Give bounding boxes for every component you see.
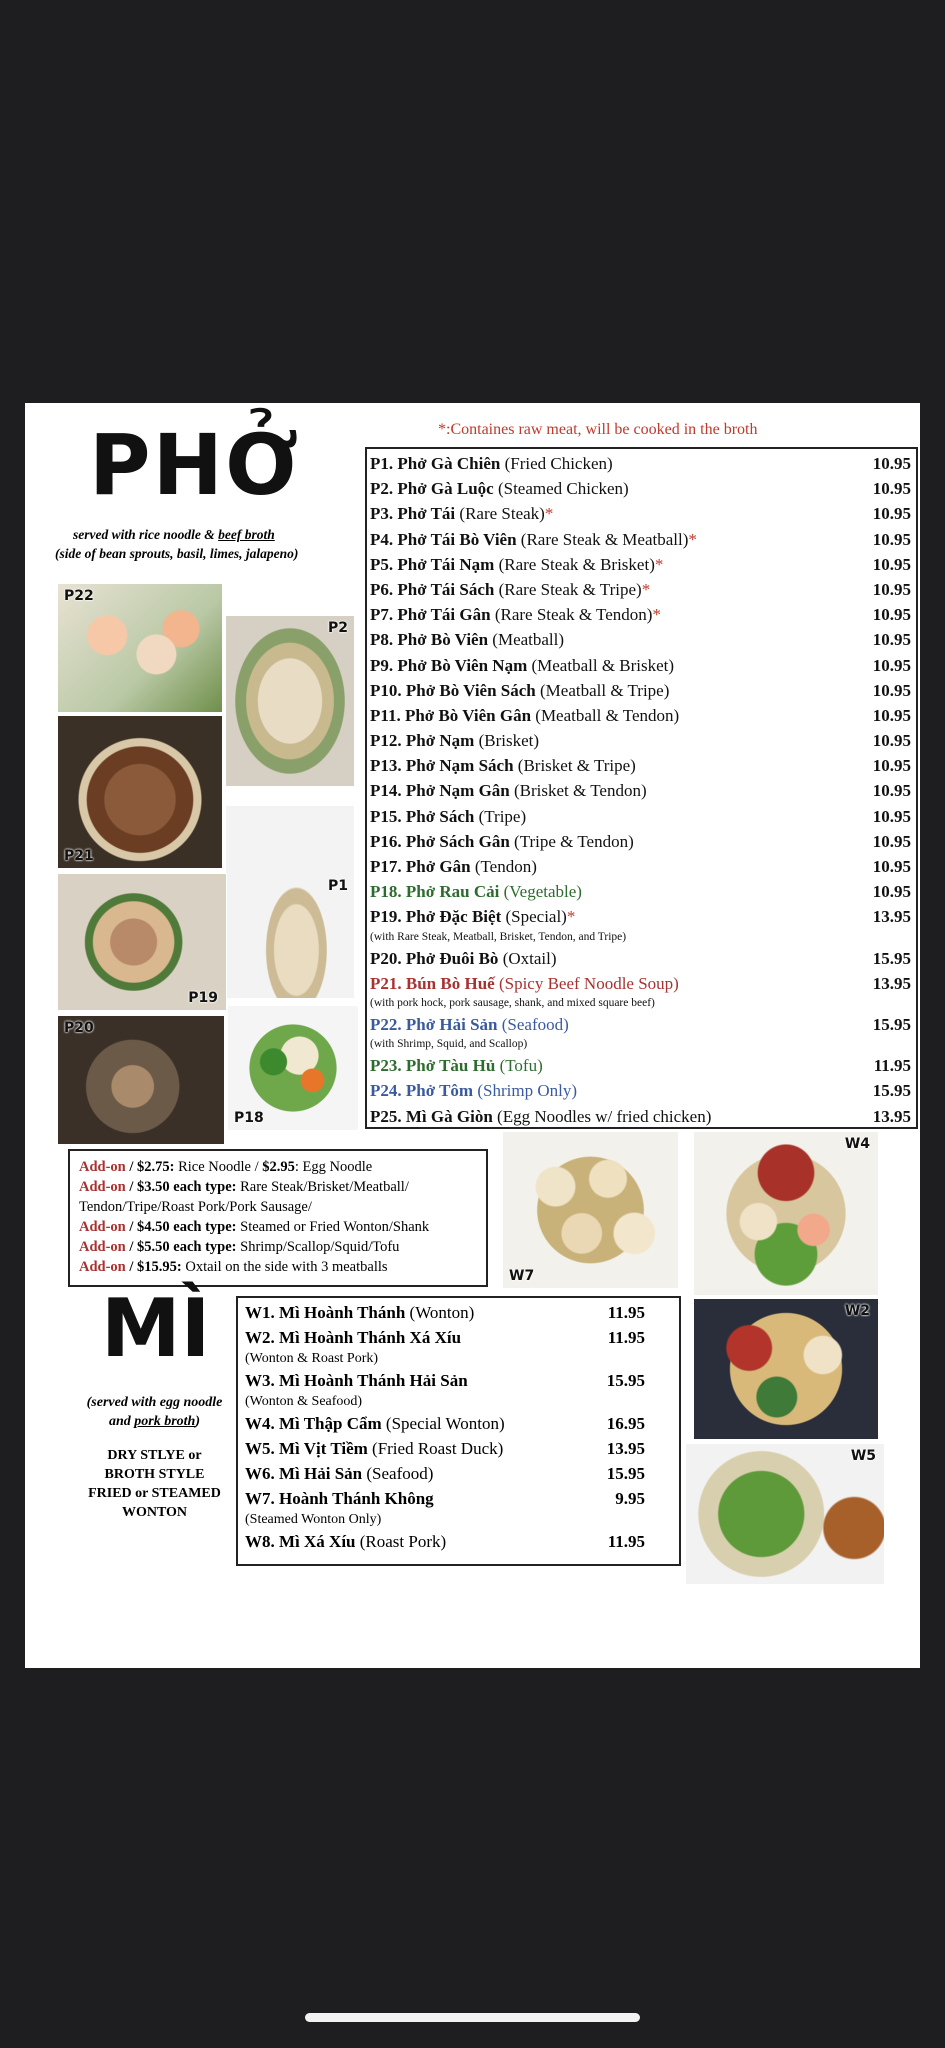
pho-item	[370, 904, 915, 929]
mi-subtitle-broth: and pork broth)	[108, 1414, 201, 1429]
item-note: (with Shrimp, Squid, and Scallop)	[370, 1038, 528, 1051]
mi-item	[245, 1461, 675, 1486]
item-name: P19. Phở Đặc Biệt	[370, 907, 502, 927]
pho-item	[370, 778, 915, 803]
addon-price: / $5.50 each type:	[125, 1239, 237, 1255]
photo-w4	[693, 1131, 879, 1296]
item-price: 10.95	[872, 806, 911, 826]
item-price: 10.95	[872, 579, 911, 599]
item-desc: (Rare Steak & Tripe)	[494, 579, 642, 599]
item-desc: (Seafood)	[497, 1014, 569, 1034]
pho-item	[370, 854, 915, 879]
addon-price: $2.95	[262, 1159, 295, 1175]
item-name: W8. Mì Xá Xíu	[245, 1532, 356, 1551]
item-price: 10.95	[872, 857, 911, 876]
pho-item	[370, 946, 915, 971]
addon-label: Add-on	[79, 1159, 126, 1175]
pho-item	[370, 829, 915, 854]
item-name: P12. Phở Nạm	[370, 731, 475, 751]
photo-label: P20	[64, 1020, 94, 1036]
photo-p18	[227, 1005, 359, 1131]
item-desc: (Shrimp Only)	[473, 1081, 577, 1101]
item-name: W4. Mì Thập Cẩm	[245, 1414, 382, 1433]
item-name: P21. Bún Bò Huế	[370, 973, 495, 993]
mi-item	[245, 1368, 675, 1393]
item-note: (Wonton & Seafood)	[245, 1394, 363, 1409]
addon-price: / $4.50 each type:	[125, 1219, 237, 1235]
item-note: (with Rare Steak, Meatball, Brisket, Tendon, and Tripe)	[370, 930, 627, 943]
photo-label: W5	[850, 1448, 876, 1464]
addon-label: Add-on	[79, 1219, 126, 1235]
mi-title: MÌ	[101, 1282, 211, 1375]
item-desc: (Special)	[501, 907, 567, 927]
pho-item	[370, 577, 915, 602]
item-price: 10.95	[872, 705, 911, 725]
item-name: P3. Phở Tái	[370, 504, 456, 524]
item-name: P20. Phở Đuôi Bò	[370, 948, 499, 968]
item-name: P2. Phở Gà Luộc	[370, 479, 494, 499]
addon-line	[79, 1157, 477, 1177]
pho-item	[370, 804, 915, 829]
item-desc: (Egg Noodles w/ fried chicken)	[492, 1106, 712, 1126]
photo-label: W4	[844, 1136, 870, 1152]
item-desc: (Tripe & Tendon)	[509, 831, 634, 851]
raw-meat-note: *:Containes raw meat, will be cooked in the broth	[438, 421, 758, 438]
item-name: P24. Phở Tôm	[370, 1081, 474, 1101]
photo-label: P22	[64, 588, 94, 604]
item-price: 10.95	[872, 630, 911, 650]
item-note: (Wonton & Roast Pork)	[245, 1351, 379, 1366]
item-price: 10.95	[872, 504, 911, 524]
item-price: 10.95	[872, 882, 911, 902]
item-price: 10.95	[872, 680, 911, 700]
photo-label: P18	[234, 1110, 264, 1126]
item-name: W6. Mì Hải Sản	[245, 1464, 363, 1483]
photo-w2	[693, 1298, 879, 1440]
item-desc: (Tendon)	[470, 857, 537, 876]
photo-p2	[225, 615, 355, 787]
item-name: W5. Mì Vịt Tiềm	[245, 1439, 368, 1458]
item-price: 11.95	[607, 1303, 645, 1322]
item-desc: (Oxtail)	[498, 948, 557, 968]
addon-label: Add-on	[79, 1259, 126, 1275]
item-desc: (Tofu)	[495, 1056, 543, 1076]
raw-star: *	[566, 907, 576, 927]
photo-label: W7	[509, 1268, 535, 1284]
photo-label: W2	[844, 1303, 870, 1319]
pho-menu-list	[370, 451, 915, 1129]
mi-style-line: FRIED or STEAMED	[88, 1486, 221, 1501]
item-price: 13.95	[606, 1439, 645, 1458]
mi-item	[245, 1486, 675, 1511]
item-name: W7. Hoành Thánh Không	[245, 1489, 434, 1508]
item-name: P4. Phở Tái Bò Viên	[370, 529, 517, 549]
pho-item	[370, 527, 915, 552]
pho-sides-note: (side of bean sprouts, basil, limes, jalapeno)	[55, 546, 299, 561]
pho-item	[370, 501, 915, 526]
addon-price: / $2.75:	[125, 1159, 175, 1175]
item-desc: (Meatball & Brisket)	[527, 655, 675, 675]
item-price: 13.95	[872, 973, 911, 993]
mi-style-line: WONTON	[121, 1505, 188, 1520]
item-desc: (Roast Pork)	[355, 1532, 447, 1551]
item-price: 10.95	[872, 479, 911, 499]
raw-star: *	[688, 529, 697, 549]
addon-line	[79, 1177, 477, 1197]
photo-p20	[57, 1015, 225, 1145]
addon-items: Rare Steak/Brisket/Meatball/	[236, 1179, 409, 1195]
photo-label: P21	[64, 848, 94, 864]
item-desc: (Seafood)	[362, 1464, 434, 1483]
item-name: W2. Mì Hoành Thánh Xá Xíu	[245, 1328, 462, 1347]
addon-line	[79, 1257, 477, 1277]
photo-w5	[685, 1443, 885, 1585]
item-name: W1. Mì Hoành Thánh	[245, 1303, 406, 1322]
photo-p19	[57, 873, 227, 1011]
pho-item	[370, 1053, 915, 1078]
item-desc: (Wonton)	[405, 1303, 475, 1322]
pho-item	[370, 1078, 915, 1103]
item-desc: (Brisket & Tripe)	[513, 756, 636, 776]
item-name: P13. Phở Nạm Sách	[370, 756, 514, 776]
pho-title: PHỞ	[89, 416, 301, 514]
pho-item	[370, 971, 915, 996]
item-name: P18. Phở Rau Cải	[370, 882, 500, 902]
item-name: P14. Phở Nạm Gân	[370, 781, 510, 801]
item-price: 10.95	[872, 731, 911, 751]
item-price: 15.95	[872, 948, 911, 968]
item-name: P15. Phở Sách	[370, 806, 475, 826]
addon-line	[79, 1237, 477, 1257]
item-desc: (Tripe)	[474, 806, 527, 826]
item-desc: (Spicy Beef Noodle Soup)	[494, 973, 679, 993]
mi-item	[245, 1300, 675, 1325]
item-price: 11.95	[607, 1532, 645, 1551]
addon-items: Steamed or Fried Wonton/Shank	[236, 1219, 430, 1235]
addon-items: Rice Noodle /	[174, 1159, 263, 1175]
item-name: P17. Phở Gân	[370, 857, 471, 876]
pho-item	[370, 451, 915, 476]
pho-item	[370, 627, 915, 652]
mi-menu-list	[245, 1300, 675, 1554]
item-price: 15.95	[606, 1371, 645, 1390]
item-price: 15.95	[872, 1081, 911, 1101]
pho-item	[370, 476, 915, 501]
item-price: 9.95	[615, 1489, 645, 1508]
mi-subtitle: (served with egg noodle	[86, 1395, 223, 1410]
item-name: P7. Phở Tái Gân	[370, 605, 491, 625]
item-desc: (Vegetable)	[499, 882, 582, 902]
item-desc: (Rare Steak & Meatball)	[516, 529, 689, 549]
item-desc: (Fried Chicken)	[500, 454, 613, 473]
addon-price: / $15.95:	[125, 1259, 182, 1275]
photo-label: P19	[188, 990, 218, 1006]
item-name: P1. Phở Gà Chiên	[370, 454, 501, 473]
addon-price: / $3.50 each type:	[125, 1179, 237, 1195]
raw-star: *	[641, 579, 651, 599]
item-price: 11.95	[607, 1328, 645, 1347]
addon-items: Shrimp/Scallop/Squid/Tofu	[236, 1239, 400, 1255]
item-price: 10.95	[872, 454, 911, 473]
item-price: 16.95	[606, 1414, 645, 1433]
item-name: P16. Phở Sách Gân	[370, 831, 510, 851]
pho-item	[370, 653, 915, 678]
item-price: 10.95	[872, 781, 911, 801]
item-price: 15.95	[872, 1014, 911, 1034]
addon-label: Add-on	[79, 1179, 126, 1195]
item-desc: (Special Wonton)	[381, 1414, 505, 1433]
item-name: P25. Mì Gà Giòn	[370, 1106, 493, 1126]
item-name: P8. Phở Bò Viên	[370, 630, 489, 650]
pho-item	[370, 602, 915, 627]
addon-label: Add-on	[79, 1239, 126, 1255]
item-name: P11. Phở Bò Viên Gân	[370, 705, 532, 725]
item-price: 13.95	[872, 1106, 911, 1126]
home-indicator[interactable]	[305, 2013, 640, 2022]
item-desc: (Meatball & Tendon)	[531, 705, 680, 725]
photo-p21	[57, 715, 223, 869]
mi-item	[245, 1325, 675, 1350]
item-price: 10.95	[872, 605, 911, 625]
item-price: 10.95	[872, 529, 911, 549]
photo-w7	[502, 1131, 679, 1289]
raw-star: *	[544, 504, 554, 524]
mi-item	[245, 1436, 675, 1461]
pho-item	[370, 879, 915, 904]
pho-item	[370, 678, 915, 703]
item-price: 10.95	[872, 756, 911, 776]
addon-line	[79, 1217, 477, 1237]
pho-item	[370, 1104, 915, 1129]
item-note: (Steamed Wonton Only)	[245, 1512, 382, 1527]
mi-style-line: DRY STLYE or	[107, 1448, 202, 1463]
mi-item	[245, 1529, 675, 1554]
item-desc: (Steamed Chicken)	[493, 479, 629, 499]
pho-subtitle: served with rice noodle & beef broth	[73, 527, 275, 542]
item-name: P10. Phở Bò Viên Sách	[370, 680, 536, 700]
photo-p1	[225, 805, 355, 999]
pho-item	[370, 703, 915, 728]
raw-star: *	[652, 605, 661, 625]
item-price: 13.95	[872, 907, 911, 927]
item-desc: (Rare Steak & Tendon)	[490, 605, 653, 625]
item-price: 10.95	[872, 655, 911, 675]
item-name: P22. Phở Hải Sản	[370, 1014, 498, 1034]
item-desc: (Fried Roast Duck)	[367, 1439, 504, 1458]
item-desc: (Brisket & Tendon)	[509, 781, 647, 801]
item-desc: (Rare Steak)	[455, 504, 545, 524]
item-note: (with pork hock, pork sausage, shank, and mixed square beef)	[370, 996, 655, 1009]
pho-item	[370, 1012, 915, 1037]
menu-page	[25, 403, 920, 1668]
item-price: 15.95	[606, 1464, 645, 1483]
item-price: 11.95	[873, 1056, 911, 1076]
item-price: 10.95	[872, 831, 911, 851]
item-name: P23. Phở Tàu Hủ	[370, 1056, 496, 1076]
addon-box	[68, 1149, 488, 1287]
pho-item	[370, 728, 915, 753]
item-name: P9. Phở Bò Viên Nạm	[370, 655, 528, 675]
item-desc: (Rare Steak & Brisket)	[494, 554, 655, 574]
mi-item	[245, 1411, 675, 1436]
item-desc: (Meatball)	[488, 630, 565, 650]
pho-item	[370, 753, 915, 778]
item-desc: (Meatball & Tripe)	[535, 680, 670, 700]
item-name: W3. Mì Hoành Thánh Hải Sản	[245, 1371, 468, 1390]
addon-items: : Egg Noodle	[294, 1159, 373, 1175]
item-name: P6. Phở Tái Sách	[370, 579, 495, 599]
addon-items: Oxtail on the side with 3 meatballs	[181, 1259, 388, 1275]
item-price: 10.95	[872, 554, 911, 574]
mi-style-line: BROTH STYLE	[104, 1467, 205, 1482]
pho-item	[370, 552, 915, 577]
photo-label: P1	[327, 878, 348, 894]
addon-line	[79, 1197, 477, 1217]
photo-label: P2	[327, 620, 348, 636]
item-desc: (Brisket)	[474, 731, 540, 751]
item-name: P5. Phở Tái Nạm	[370, 554, 495, 574]
raw-star: *	[654, 554, 664, 574]
addon-items: Tendon/Tripe/Roast Pork/Pork Sausage/	[79, 1199, 312, 1215]
photo-p22	[57, 583, 223, 713]
